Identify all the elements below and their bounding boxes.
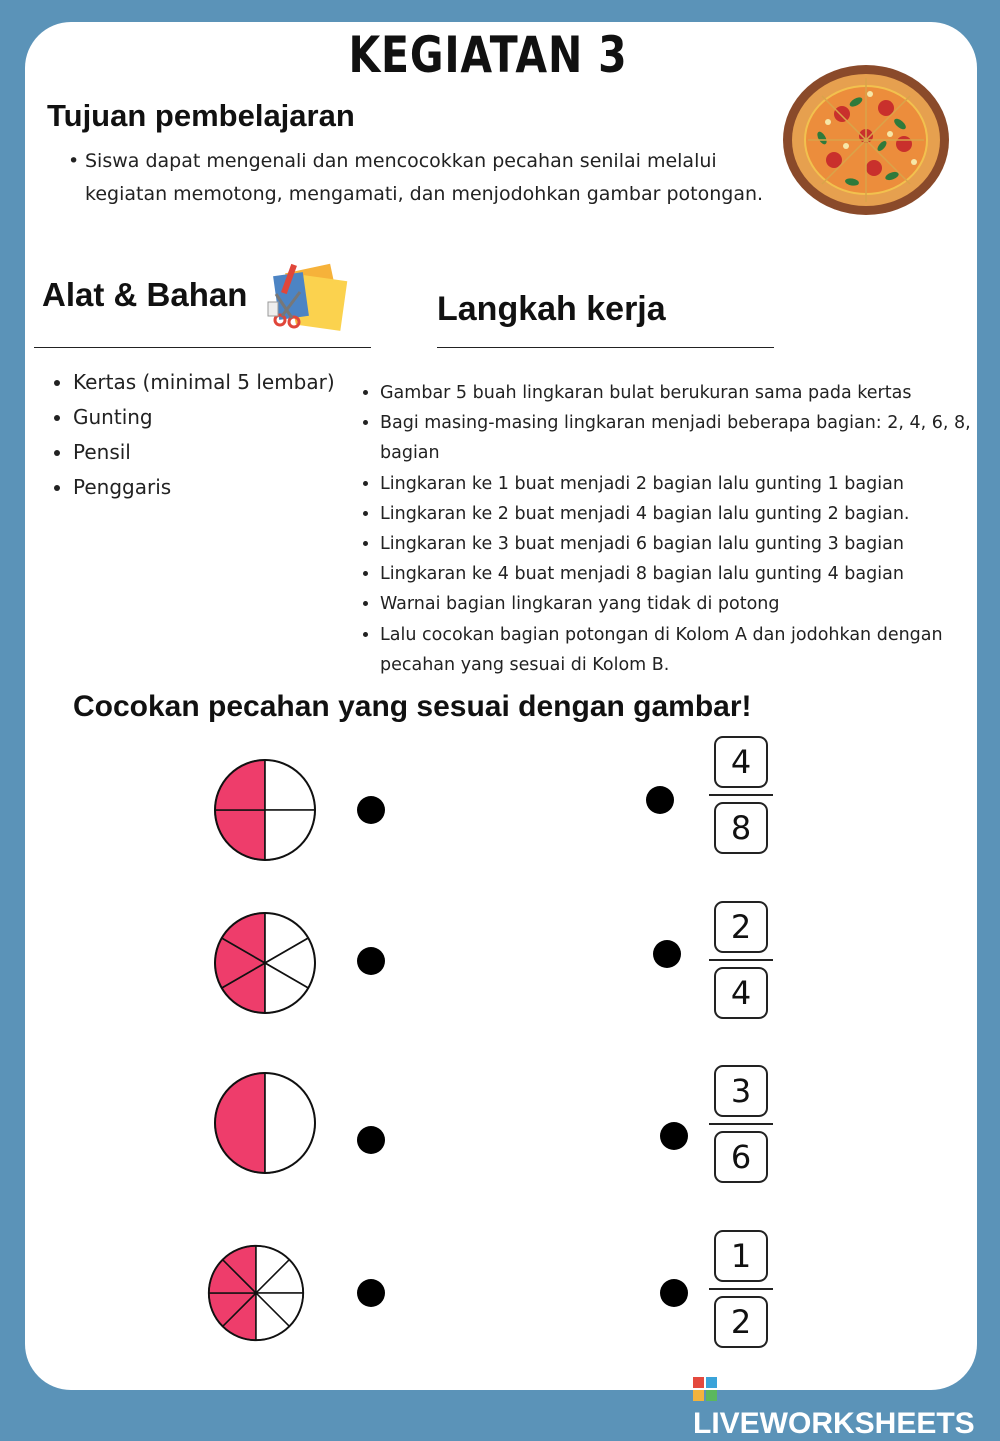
denominator: 8 — [714, 802, 768, 854]
fraction-bar — [709, 959, 773, 961]
fraction-circle-2 — [212, 910, 318, 1016]
step-item: • Gambar 5 buah lingkaran bulat berukuran sama pada kertas — [380, 378, 1000, 408]
unshaded-slice — [265, 1073, 315, 1173]
tools-item: • Penggaris — [73, 470, 393, 505]
fraction-bar — [709, 794, 773, 796]
tools-heading: Alat & Bahan — [42, 276, 248, 313]
tools-list — [30, 365, 393, 505]
step-item: • Lingkaran ke 2 buat menjadi 4 bagian lalu gunting 2 bagian. — [380, 499, 1000, 529]
tools-divider — [34, 347, 371, 348]
goal-paragraph — [68, 145, 768, 211]
numerator: 1 — [714, 1230, 768, 1282]
tools-item: • Gunting — [73, 400, 393, 435]
match-dot-a3[interactable] — [357, 1126, 385, 1154]
step-item: • Lingkaran ke 4 buat menjadi 8 bagian lalu gunting 4 bagian — [380, 559, 1000, 589]
match-dot-b1[interactable] — [646, 786, 674, 814]
liveworksheets-logo-icon — [693, 1377, 717, 1401]
match-dot-b2[interactable] — [653, 940, 681, 968]
tools-item: • Pensil — [73, 435, 393, 470]
page-title: KEGIATAN 3 — [348, 26, 628, 84]
match-dot-a2[interactable] — [357, 947, 385, 975]
fraction-circle-4 — [206, 1243, 306, 1343]
match-dot-a4[interactable] — [357, 1279, 385, 1307]
steps-divider — [437, 347, 774, 348]
denominator: 6 — [714, 1131, 768, 1183]
fraction-circle-1 — [212, 757, 318, 863]
match-dot-b3[interactable] — [660, 1122, 688, 1150]
match-dot-b4[interactable] — [660, 1279, 688, 1307]
step-item: • Bagi masing-masing lingkaran menjadi beberapa bagian: 2, 4, 6, 8, bagian — [380, 408, 1000, 468]
numerator: 3 — [714, 1065, 768, 1117]
steps-list — [340, 378, 1000, 680]
task-heading: Cocokan pecahan yang sesuai dengan gambar! — [73, 690, 752, 723]
step-item: • Warnai bagian lingkaran yang tidak di potong — [380, 589, 1000, 619]
goal-text: Siswa dapat mengenali dan mencocokkan pecahan senilai melalui kegiatan memotong, mengamati, dan menjodohkan gambar potongan. — [85, 150, 764, 205]
goal-heading: Tujuan pembelajaran — [47, 98, 355, 133]
steps-heading: Langkah kerja — [437, 290, 666, 328]
fraction-card-4 — [709, 1230, 773, 1348]
match-dot-a1[interactable] — [357, 796, 385, 824]
tools-item: • Kertas (minimal 5 lembar) — [73, 365, 393, 400]
fraction-card-3 — [709, 1065, 773, 1183]
pizza-icon — [782, 64, 950, 216]
denominator: 2 — [714, 1296, 768, 1348]
liveworksheets-logo — [693, 1373, 1000, 1441]
fraction-circle-3 — [212, 1070, 318, 1176]
fraction-card-1 — [709, 736, 773, 854]
fraction-bar — [709, 1288, 773, 1290]
shaded-slice — [215, 1073, 265, 1173]
goal-bullet: • — [68, 150, 80, 172]
step-item: • Lingkaran ke 1 buat menjadi 2 bagian lalu gunting 1 bagian — [380, 469, 1000, 499]
numerator: 4 — [714, 736, 768, 788]
stationery-icon — [264, 262, 350, 332]
fraction-bar — [709, 1123, 773, 1125]
step-item: • Lalu cocokan bagian potongan di Kolom A dan jodohkan dengan pecahan yang sesuai di Kolom B. — [380, 620, 1000, 680]
fraction-card-2 — [709, 901, 773, 1019]
brand-text: LIVEWORKSHEETS — [693, 1407, 975, 1440]
numerator: 2 — [714, 901, 768, 953]
step-item: • Lingkaran ke 3 buat menjadi 6 bagian lalu gunting 3 bagian — [380, 529, 1000, 559]
denominator: 4 — [714, 967, 768, 1019]
